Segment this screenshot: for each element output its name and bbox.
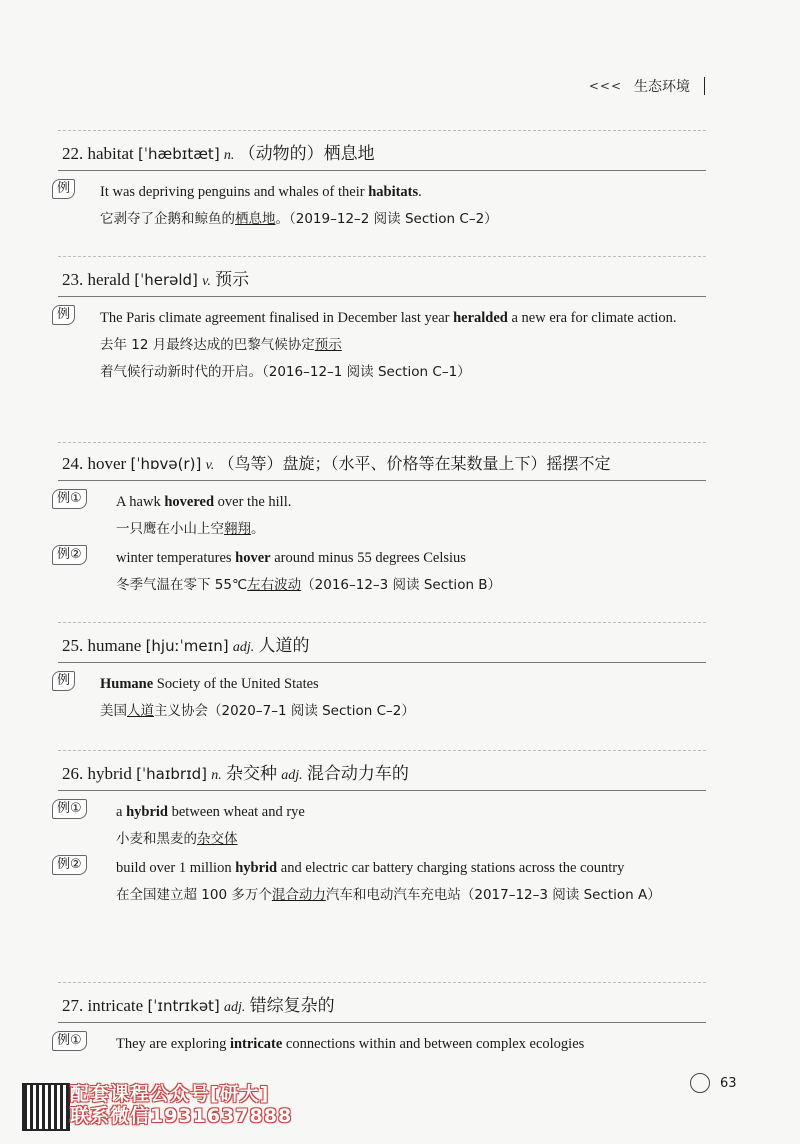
entry-number: 24. bbox=[62, 454, 84, 473]
entry-headword bbox=[58, 442, 706, 481]
example bbox=[58, 489, 706, 543]
promo-line-1: 配套课程公众号[研大] bbox=[70, 1083, 270, 1105]
part-of-speech: n. bbox=[211, 768, 222, 783]
phonetic: [ˈherəld] bbox=[134, 271, 198, 289]
example bbox=[58, 305, 706, 386]
page-number bbox=[690, 1073, 737, 1093]
example-cn: 一只鹰在小山上空翱翔。 bbox=[116, 521, 265, 537]
example-en: Humane Society of the United States bbox=[100, 676, 319, 692]
phonetic: [ˈhaɪbrɪd] bbox=[136, 765, 208, 783]
example-cn: 美国人道主义协会（2020–7–1 阅读 Section C–2） bbox=[100, 703, 415, 719]
qr-code-icon bbox=[22, 1083, 70, 1131]
example-tag: 例① bbox=[52, 489, 87, 509]
entry-hover bbox=[58, 442, 706, 599]
headword: intricate bbox=[87, 996, 144, 1015]
example-en: a hybrid between wheat and rye bbox=[116, 804, 305, 820]
phonetic: [ˈhæbɪtæt] bbox=[138, 145, 220, 163]
part-of-speech: v. bbox=[205, 458, 215, 473]
example bbox=[58, 545, 706, 599]
definition-2: 混合动力车的 bbox=[306, 764, 409, 784]
example-tag: 例② bbox=[52, 855, 87, 875]
section-title: 生态环境 bbox=[634, 79, 690, 95]
definition: （动物的）栖息地 bbox=[238, 144, 375, 164]
entry-headword bbox=[58, 256, 706, 297]
example-en: A hawk hovered over the hill. bbox=[116, 494, 292, 510]
entry-headword bbox=[58, 130, 706, 171]
definition: 错综复杂的 bbox=[249, 996, 335, 1016]
example bbox=[58, 179, 706, 233]
headword: hybrid bbox=[87, 764, 132, 783]
example bbox=[58, 799, 706, 853]
entry-number: 25. bbox=[62, 636, 84, 655]
page-circle-icon bbox=[690, 1073, 710, 1093]
example-cn: 去年 12 月最终达成的巴黎气候协定预示着气候行动新时代的开启。（2016–12–1 阅读 Section C–1） bbox=[100, 337, 471, 380]
entry-humane bbox=[58, 622, 706, 725]
example-tag: 例 bbox=[52, 305, 75, 325]
entry-headword bbox=[58, 982, 706, 1023]
example-en: The Paris climate agreement finalised in December last year heralded a new era for climate action. bbox=[100, 310, 677, 326]
header-divider bbox=[704, 77, 705, 95]
entry-headword bbox=[58, 622, 706, 663]
entry-number: 26. bbox=[62, 764, 84, 783]
example-en: build over 1 million hybrid and electric car battery charging stations across the country bbox=[116, 860, 625, 876]
entry-number: 23. bbox=[62, 270, 84, 289]
headword: habitat bbox=[87, 144, 134, 163]
part-of-speech: adj. bbox=[224, 1000, 246, 1015]
example-en: It was depriving penguins and whales of their habitats. bbox=[100, 184, 422, 200]
page-number-text: 63 bbox=[720, 1075, 737, 1091]
phonetic: [ˈhɒvə(r)] bbox=[130, 455, 202, 473]
definition: 人道的 bbox=[258, 636, 310, 656]
part-of-speech: adj. bbox=[232, 640, 255, 655]
phonetic: [ˈɪntrɪkət] bbox=[147, 997, 220, 1015]
headword: humane bbox=[87, 636, 142, 655]
example-cn: 冬季气温在零下 55℃左右波动（2016–12–3 阅读 Section B） bbox=[116, 577, 502, 593]
part-of-speech: v. bbox=[202, 274, 211, 289]
example-cn: 它剥夺了企鹅和鲸鱼的栖息地。（2019–12–2 阅读 Section C–2） bbox=[100, 211, 498, 227]
example-tag: 例① bbox=[52, 799, 87, 819]
definition: （鸟等）盘旋；（水平、价格等在某数量上下）摇摆不定 bbox=[218, 454, 611, 473]
example bbox=[58, 671, 706, 725]
entry-number: 27. bbox=[62, 996, 84, 1015]
part-of-speech-2: adj. bbox=[281, 768, 303, 783]
entry-number: 22. bbox=[62, 144, 84, 163]
headword: hover bbox=[87, 454, 127, 473]
example-tag: 例 bbox=[52, 671, 75, 691]
promo-watermark bbox=[70, 1083, 292, 1127]
phonetic: [hjuːˈmeɪn] bbox=[145, 637, 229, 655]
entry-hybrid bbox=[58, 750, 706, 909]
example-en: winter temperatures hover around minus 55 degrees Celsius bbox=[116, 550, 466, 566]
example-tag: 例 bbox=[52, 179, 75, 199]
definition: 杂交种 bbox=[226, 764, 278, 784]
entry-herald bbox=[58, 256, 706, 386]
entry-intricate bbox=[58, 982, 706, 1058]
example bbox=[58, 855, 706, 909]
example-tag: 例② bbox=[52, 545, 87, 565]
example-cn: 小麦和黑麦的杂交体 bbox=[116, 831, 238, 847]
entry-habitat bbox=[58, 130, 706, 233]
part-of-speech: n. bbox=[223, 148, 235, 163]
promo-line-2: 联系微信1931637888 bbox=[70, 1105, 293, 1127]
headword: herald bbox=[87, 270, 130, 289]
page-header bbox=[589, 76, 705, 96]
example bbox=[58, 1031, 706, 1058]
header-arrows: <<< bbox=[588, 79, 622, 93]
example-cn: 在全国建立超 100 多万个混合动力汽车和电动汽车充电站（2017–12–3 阅读 Section A） bbox=[116, 887, 661, 903]
example-tag: 例① bbox=[52, 1031, 87, 1051]
example-en: They are exploring intricate connections within and between complex ecologies bbox=[116, 1036, 585, 1052]
entry-headword bbox=[58, 750, 706, 791]
definition: 预示 bbox=[215, 270, 250, 290]
